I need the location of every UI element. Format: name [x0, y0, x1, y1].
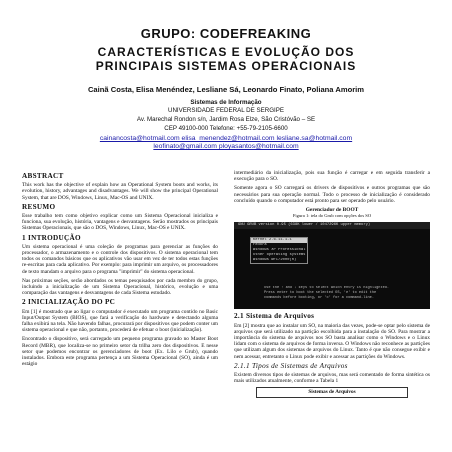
group-title: GRUPO: CODEFREAKING: [140, 26, 312, 41]
grub-instruction-line: Press enter to boot the selected OS, 'e' to edit the: [264, 291, 377, 296]
section-2-paragraph-2: Encontrado o dispositivo, será carregado um pequeno programa gravado no Master Boot Record (MBR), que localiza-se no primeiro setor da trilha zero dos dispositivos. E nesse setor que podemos encontrar os gerenciadores de boot (Ex. Lilo e Grub), quando instalados. Embora este programa pertença a um Sistema Operacional (SO), ainda é um estágio: [22, 336, 218, 368]
grub-menu-item: Kernel 2.6.11.1-1: [251, 238, 307, 243]
file-systems-table: [256, 387, 408, 397]
address: Av. Marechal Rondon s/n, Jardim Rosa Elze, São Cristóvão – SE: [136, 116, 316, 123]
abstract-heading: ABSTRACT: [22, 172, 64, 180]
right-paragraph-3: Em [2] mostra que ao instalar um SO, na maioria das vezes, pode-se optar pelo sistema de arquivos que será utilizado na partição escolhida para a instalação do SO. Para mostrar a importância do sistema de arquivos nos SO basta analisar como o Windows e o Linux lidam com o sistema de arquivos de forma inversa. O Windows não reconhece as partições que utilizam algum dos sistemas de arquivos do Linux. Tanto é que não consegue exibir e nem acessar, entretanto o Linux pode exibir e acessar as partições do Windows.: [234, 322, 430, 360]
affiliation: Sistemas de Informação: [190, 99, 262, 106]
section-1-paragraph-1: Um sistema operacional é uma coleção de programas para gerenciar as funções do processador, o armazenamento e o controle dos dispositivos. O sistema operacional tem todos os comandos básicos que os aplicativos vão usar em vez de ter todos estas funções re-escritas para cada aplicativo. Por exemplo: para imprimir um arquivo, os processadores de texto mandam o arquivo para o programa "imprimir" do sistema operacional.: [22, 243, 218, 275]
abstract-text: This work has the objective of explain how an Operational System boots and works, its evolution, history, advantages and disadvantages. We will show the principal Operational System, that are DOS, Windows, Linux, Mac-OS and UNIX.: [22, 182, 218, 201]
grub-menu-item: Other operating systems: [253, 253, 306, 258]
figure-caption: Figura 1: tela do Grub com opções dos SO: [292, 213, 372, 219]
section-1-paragraph-2: Nas próximas seções, serão abordados os temas pesquisados por cada membro do grupo, incluindo a inicialização de um Sistema Operacional, histórico, evolução e uma comparação das vantagens e desvantagens de cada Sistema estudado.: [22, 277, 218, 297]
grub-instructions: [264, 286, 414, 300]
phone: CEP 49100-000 Telefone: +55-79-2105-6600: [164, 125, 288, 132]
right-paragraph-1: intermediário da inicialização, pois sua função é carregar e em seguida transferir a execução para o SO.: [234, 170, 430, 183]
section-2-heading: 2 INICIALIZAÇÃO DO PC: [22, 298, 116, 307]
paper-title-line2: PRINCIPAIS SISTEMAS OPERACIONAIS: [95, 59, 357, 73]
emails-line2[interactable]: leofinato@gmail.com ployasantos@hotmail.com: [153, 143, 299, 150]
paper-title-line1: CARACTERÍSTICAS E EVOLUÇÃO DOS: [97, 45, 355, 59]
university: UNIVERSIDADE FEDERAL DE SERGIPE: [168, 107, 284, 114]
authors: Cainã Costa, Elisa Menéndez, Lesliane Sá, Leonardo Finato, Poliana Amorim: [87, 85, 365, 94]
grub-menu-item: Fedora: [253, 243, 267, 248]
section-2-1-heading: 2.1 Sistema de Arquivos: [234, 312, 315, 321]
grub-menu-item: Windows XP Professional: [253, 248, 306, 253]
right-paragraph-4: Existem diversos tipos de sistemas de arquivos, mas será comentado de forma sintética os mais utilizados atualmente, conforme a Tabela 1: [234, 372, 430, 385]
section-1-heading: 1 INTRODUÇÃO: [22, 233, 81, 242]
section-2-1-1-heading: 2.1.1 Tipos de Sistemas de Arquivos: [234, 361, 348, 370]
resumo-heading: RESUMO: [22, 202, 56, 211]
left-column: [22, 170, 218, 370]
grub-menu-item: Windows WFC/2000(R): [253, 258, 297, 263]
section-2-paragraph-1: Em [1] é mostrado que ao ligar o computador é executado um programa contido no Basic Input/Output System (BIOS), que fará a verificação do hardware e detectando alguma falha exibirá na tela. Não havendo falhas, procurará por dispositivos que podem conter um sistema operacional e que não, portanto, procederá de efetuar o boot (inicialização).: [22, 308, 218, 334]
table-header: Sistemas de Arquivos: [308, 389, 356, 396]
grub-instruction-line: Use the ↑ and ↓ keys to select which entry is highlighted.: [264, 286, 390, 291]
grub-top-bar: GNU GRUB version 0.95 (638K lower / 1047296K upper memory): [234, 222, 430, 229]
grub-screenshot: [234, 222, 430, 309]
grub-instruction-line: commands before booting, or 'c' for a command-line.: [264, 295, 374, 300]
grub-menu: [250, 237, 308, 264]
emails-line1[interactable]: cainancosta@hotmail.com elisa_menendez@hotmail.com lesliane.sa@hotmail.com: [99, 135, 353, 142]
figure-title: Gerenciador de BOOT: [305, 207, 359, 214]
right-paragraph-2: Somente agora o SO carregará os drivers de dispositivos e outros programas que são necessários para sua operação normal. Todo o processo de inicialização é considerado concluído quando o computador está pronto para ser operado pelo usuário.: [234, 185, 430, 204]
resumo-text: Esse trabalho tem como objetivo explicar como um Sistema Operacional inicializa e funciona, sua evolução, história, vantagens e desvantagens. Serão mostrados os principais Sistemas Operacionais, que são o DOS, Windows, Linux, Mac-OS e UNIX.: [22, 213, 218, 232]
right-column: [234, 170, 430, 398]
